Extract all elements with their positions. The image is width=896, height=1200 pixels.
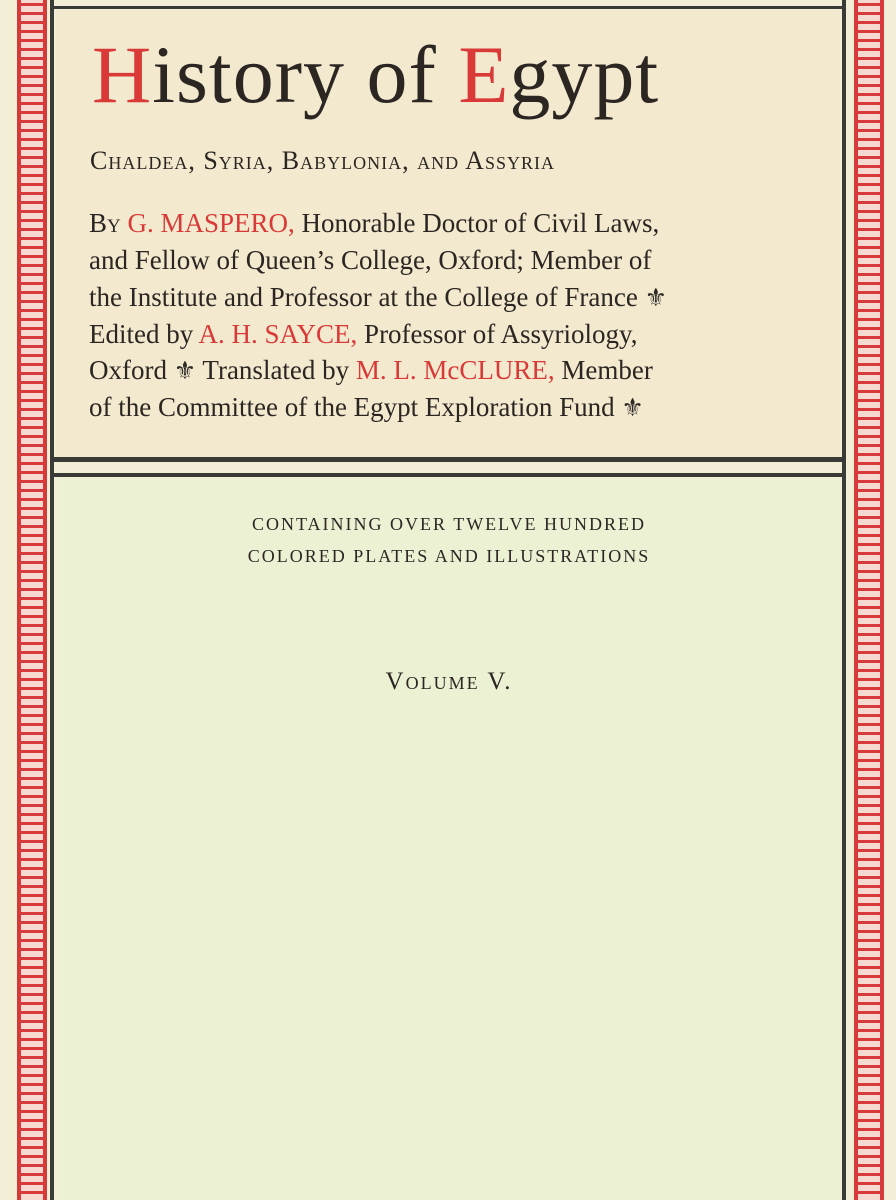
title-word-1: istory of — [152, 29, 459, 120]
outer-rule-left — [50, 0, 54, 1200]
fleur-de-lis-icon: ⚜ — [173, 358, 197, 385]
author-line-2: and Fellow of Queen’s College, Oxford; Member of — [89, 245, 652, 275]
book-title — [92, 29, 660, 120]
fleur-de-lis-icon: ⚜ — [644, 285, 668, 312]
author-line-3: the Institute and Professor at the College of France ⚜ — [89, 282, 668, 312]
contents-line-2: COLORED PLATES AND ILLUSTRATIONS — [247, 546, 651, 566]
author-line-1: By G. MASPERO, Honorable Doctor of Civil Laws, — [89, 208, 660, 238]
contents-panel — [58, 478, 840, 1200]
title-word-2: gypt — [509, 29, 660, 120]
divider-rule-2 — [54, 473, 842, 477]
fleur-de-lis-icon: ⚜ — [621, 395, 644, 422]
outer-rule-right — [842, 0, 846, 1200]
title-initial-e: E — [458, 29, 510, 120]
title-initial-h: H — [92, 29, 153, 120]
author-line-4: Edited by A. H. SAYCE, Professor of Assyriology, — [89, 319, 638, 349]
divider-rule-1 — [54, 457, 842, 462]
decorative-border-left — [17, 0, 47, 1200]
subtitle: Chaldea, Syria, Babylonia, and Assyria — [90, 146, 555, 175]
volume-label: Volume V. — [385, 668, 513, 695]
decorative-border-right — [854, 0, 884, 1200]
contents-line-1: CONTAINING OVER TWELVE HUNDRED — [251, 514, 647, 534]
author-line-5: Oxford ⚜ Translated by M. L. McCLURE, Member — [89, 355, 653, 385]
top-rule — [50, 6, 846, 9]
author-line-6: of the Committee of the Egypt Exploration Fund ⚜ — [89, 392, 644, 422]
